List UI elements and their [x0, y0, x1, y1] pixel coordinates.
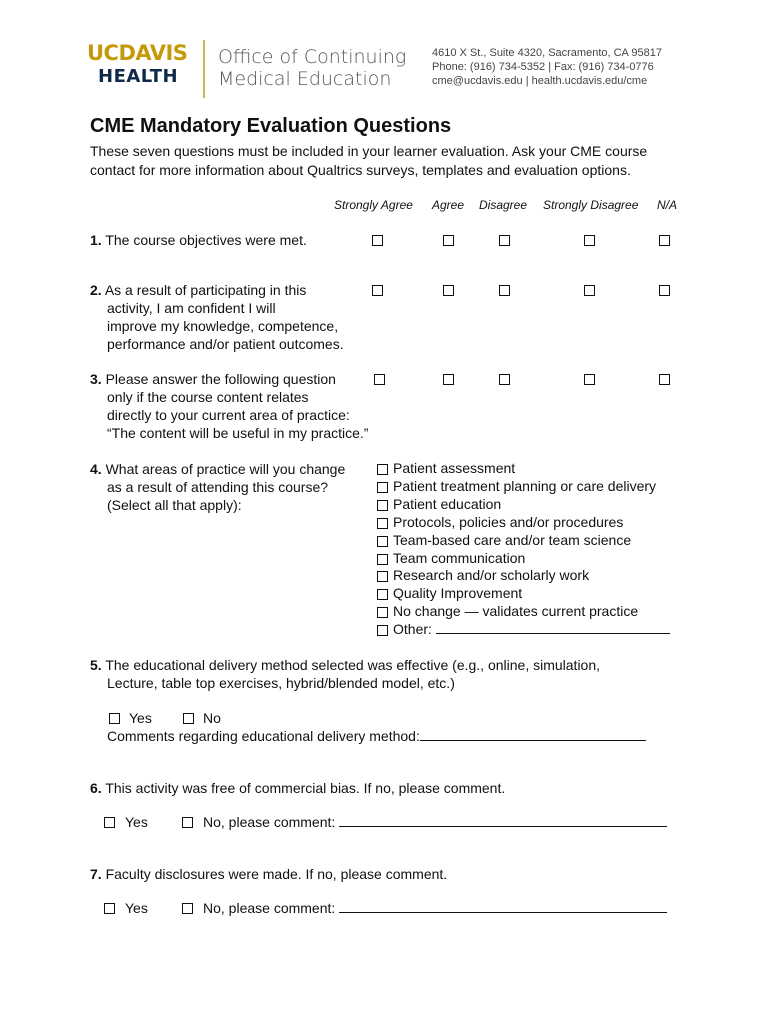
q4-option[interactable]	[376, 532, 670, 550]
option-label: Patient assessment	[393, 460, 516, 476]
question-number: 6.	[90, 780, 102, 796]
question-4	[90, 460, 345, 514]
contact-email-web: cme@ucdavis.edu | health.ucdavis.edu/cme	[432, 75, 648, 87]
option-label: Other:	[393, 621, 432, 638]
q6-no-checkbox[interactable]	[182, 817, 193, 828]
question-text: The course objectives were met.	[105, 232, 307, 248]
option-label: Quality Improvement	[393, 585, 523, 602]
checkbox[interactable]	[377, 607, 388, 618]
q5-yes-label: Yes	[129, 710, 152, 726]
q1-agree-checkbox[interactable]	[443, 235, 454, 246]
option-label: Team-based care and/or team science	[393, 531, 632, 548]
question-6	[90, 779, 505, 797]
q4-option-other[interactable]	[376, 621, 670, 639]
question-number: 3.	[90, 371, 102, 387]
q2-strongly-disagree-checkbox[interactable]	[584, 285, 595, 296]
logo-ucdavis-wordmark: UCDAVIS	[87, 41, 188, 65]
q7-yes-label: Yes	[125, 900, 148, 916]
page-title: CME Mandatory Evaluation Questions	[90, 115, 452, 137]
scale-strongly-disagree: Strongly Disagree	[543, 198, 639, 212]
q5-comments	[107, 727, 646, 745]
contact-info	[432, 46, 662, 88]
question-number: 5.	[90, 657, 102, 673]
q7-no-checkbox[interactable]	[182, 903, 193, 914]
q7-no	[203, 899, 667, 917]
q4-option[interactable]	[376, 567, 670, 585]
comments-label: Comments regarding educational delivery method:	[107, 728, 420, 744]
q1-strongly-agree-checkbox[interactable]	[372, 235, 383, 246]
question-text: Faculty disclosures were made. If no, please comment.	[105, 866, 448, 882]
q6-yes-label: Yes	[125, 814, 148, 830]
q5-yes-checkbox[interactable]	[109, 713, 120, 724]
option-label: No change — validates current practice	[393, 603, 639, 620]
q1-na-checkbox[interactable]	[659, 235, 670, 246]
contact-address: 4610 X St., Suite 4320, Sacramento, CA 95817	[432, 47, 662, 59]
question-1	[90, 231, 307, 249]
question-5	[90, 656, 600, 692]
checkbox[interactable]	[377, 518, 388, 529]
scale-agree: Agree	[432, 198, 465, 212]
question-text-line: directly to your current area of practice:	[107, 407, 350, 423]
q2-strongly-agree-checkbox[interactable]	[372, 285, 383, 296]
q3-strongly-agree-checkbox[interactable]	[374, 374, 385, 385]
scale-na: N/A	[657, 198, 678, 212]
q5-no-checkbox[interactable]	[183, 713, 194, 724]
office-name-line2: Medical Education	[218, 68, 392, 90]
question-text: This activity was free of commercial bias. If no, please comment.	[105, 780, 506, 796]
question-text-line: only if the course content relates	[107, 389, 309, 405]
q4-option[interactable]	[376, 496, 670, 514]
question-text-line: as a result of attending this course?	[107, 479, 329, 495]
q3-na-checkbox[interactable]	[659, 374, 670, 385]
option-label: Patient treatment planning or care delivery	[393, 477, 657, 494]
q5-no-label: No	[203, 710, 221, 726]
no-label: No, please comment:	[203, 814, 336, 830]
q2-disagree-checkbox[interactable]	[499, 285, 510, 296]
q2-na-checkbox[interactable]	[659, 285, 670, 296]
q7-yes-checkbox[interactable]	[104, 903, 115, 914]
q7-comment-field[interactable]	[339, 900, 667, 913]
other-text-field[interactable]	[436, 621, 670, 634]
question-text-line: As a result of participating in this	[104, 282, 307, 298]
checkbox[interactable]	[377, 536, 388, 547]
checkbox[interactable]	[377, 625, 388, 636]
contact-phone: Phone: (916) 734-5352 | Fax: (916) 734-0776	[432, 61, 654, 73]
scale-disagree: Disagree	[479, 198, 528, 212]
question-2	[90, 281, 344, 353]
question-text-line: performance and/or patient outcomes.	[107, 336, 344, 352]
checkbox[interactable]	[377, 571, 388, 582]
option-label: Protocols, policies and/or procedures	[393, 513, 624, 530]
q5-comments-field[interactable]	[420, 728, 646, 741]
option-label: Patient education	[393, 495, 502, 512]
question-number: 2.	[90, 282, 102, 298]
no-label: No, please comment:	[203, 900, 336, 916]
q3-agree-checkbox[interactable]	[443, 374, 454, 385]
q4-option[interactable]	[376, 478, 670, 496]
question-7	[90, 865, 447, 883]
logo-health-wordmark: HEALTH	[98, 66, 179, 87]
question-text-line: Please answer the following question	[105, 371, 336, 387]
checkbox[interactable]	[377, 482, 388, 493]
q3-strongly-disagree-checkbox[interactable]	[584, 374, 595, 385]
question-number: 1.	[90, 232, 102, 248]
q1-strongly-disagree-checkbox[interactable]	[584, 235, 595, 246]
intro-text: These seven questions must be included in your learner evaluation. Ask your CME course contact for more information about Qualtrics surveys, templates and evaluation options.	[90, 143, 648, 178]
question-text-line: improve my knowledge, competence,	[107, 318, 339, 334]
question-text-line: (Select all that apply):	[107, 497, 242, 513]
q6-yes-checkbox[interactable]	[104, 817, 115, 828]
question-number: 7.	[90, 866, 102, 882]
question-text-line: “The content will be useful in my practice.”	[107, 425, 369, 441]
option-label: Research and/or scholarly work	[393, 567, 590, 584]
q4-option[interactable]	[376, 460, 670, 478]
q6-comment-field[interactable]	[339, 814, 667, 827]
question-3	[90, 370, 368, 442]
q3-disagree-checkbox[interactable]	[499, 374, 510, 385]
option-label: Team communication	[393, 549, 526, 566]
q6-no	[203, 813, 667, 831]
question-text-line: The educational delivery method selected was effective (e.g., online, simulation,	[105, 657, 601, 673]
office-name-line1: Office of Continuing	[218, 46, 407, 68]
q4-option[interactable]	[376, 585, 670, 603]
q4-option[interactable]	[376, 603, 670, 621]
q4-option[interactable]	[376, 550, 670, 568]
checkbox[interactable]	[377, 464, 388, 475]
q4-option[interactable]	[376, 514, 670, 532]
q2-agree-checkbox[interactable]	[443, 285, 454, 296]
question-number: 4.	[90, 461, 102, 477]
logo-divider	[203, 40, 205, 98]
question-text-line: Lecture, table top exercises, hybrid/blended model, etc.)	[107, 675, 455, 691]
question-text-line: activity, I am confident I will	[107, 300, 276, 316]
office-name	[218, 46, 406, 90]
checkbox[interactable]	[377, 500, 388, 511]
ucdavis-health-logo	[87, 42, 197, 87]
checkbox[interactable]	[377, 589, 388, 600]
checkbox[interactable]	[377, 554, 388, 565]
scale-strongly-agree: Strongly Agree	[334, 198, 413, 212]
q1-disagree-checkbox[interactable]	[499, 235, 510, 246]
q4-options-list	[376, 460, 670, 639]
question-text-line: What areas of practice will you change	[105, 461, 346, 477]
